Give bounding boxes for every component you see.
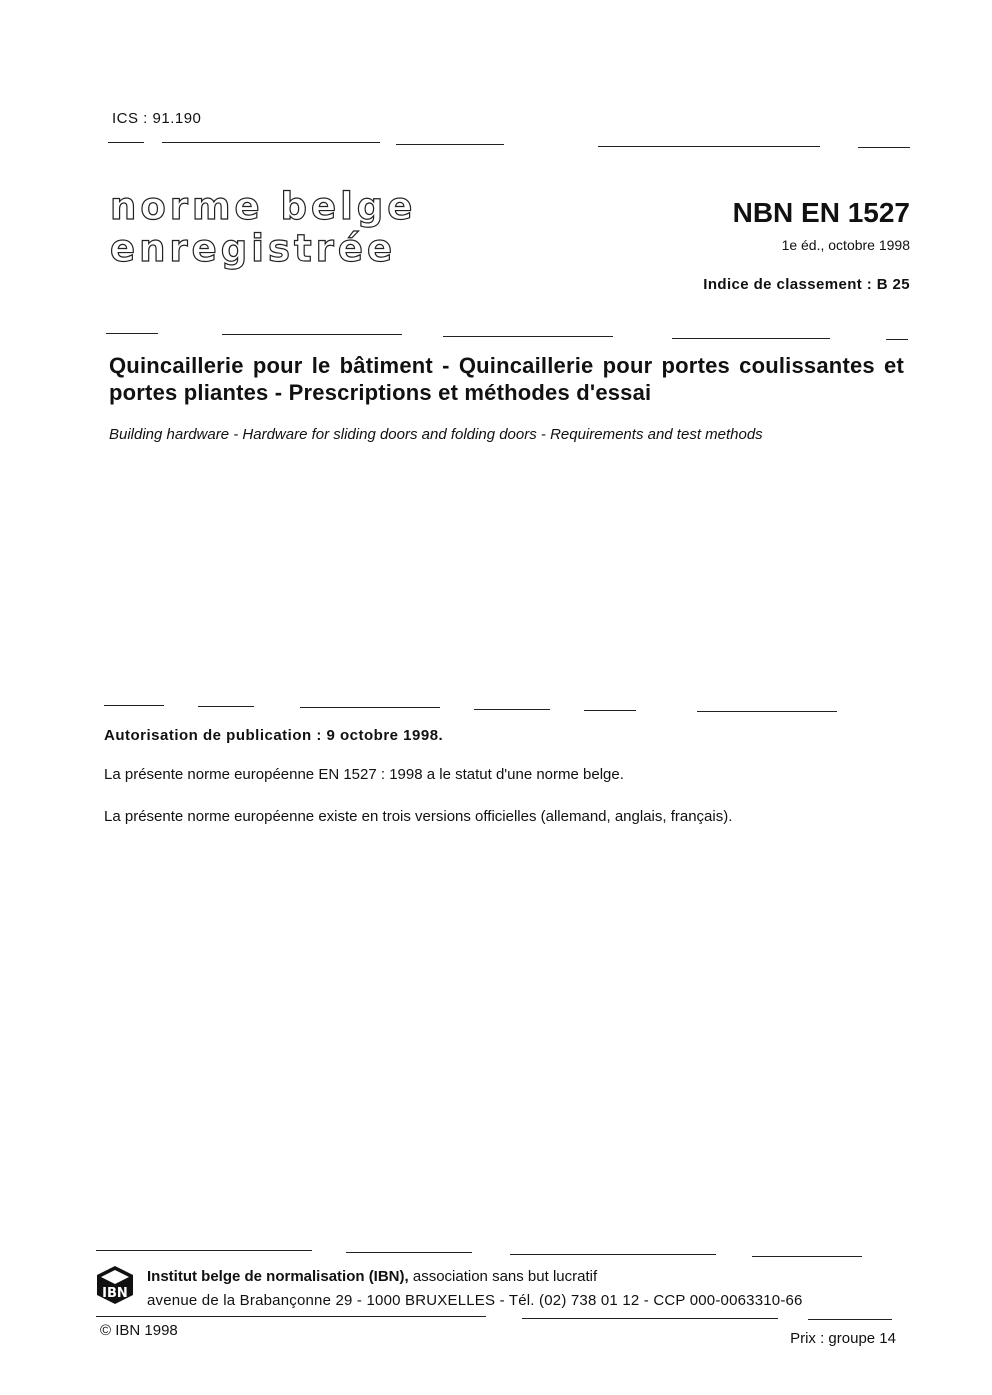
standard-number: NBN EN 1527 bbox=[732, 197, 910, 228]
divider bbox=[96, 1250, 312, 1251]
publication-authorization: Autorisation de publication : 9 octobre 1998. bbox=[104, 727, 444, 744]
divider bbox=[106, 333, 158, 334]
divider bbox=[104, 705, 164, 706]
divider bbox=[598, 146, 820, 147]
divider bbox=[96, 1316, 486, 1317]
price-group: Prix : groupe 14 bbox=[790, 1330, 896, 1347]
ibn-logo-text: IBN bbox=[102, 1286, 128, 1301]
registered-standard-line-2: enregistrée bbox=[110, 227, 397, 270]
edition-date: 1e éd., octobre 1998 bbox=[781, 237, 910, 253]
institute-description: association sans but lucratif bbox=[408, 1268, 598, 1285]
institute-line bbox=[147, 1268, 597, 1285]
registered-standard-mark bbox=[110, 186, 416, 270]
status-paragraph: La présente norme européenne EN 1527 : 1998 a le statut d'une norme belge. bbox=[104, 766, 624, 783]
divider bbox=[697, 711, 837, 712]
divider bbox=[443, 336, 613, 337]
divider bbox=[858, 147, 910, 148]
divider bbox=[886, 339, 908, 340]
registered-standard-line-1: norme belge bbox=[110, 185, 417, 228]
divider bbox=[672, 338, 830, 339]
institute-address: avenue de la Brabançonne 29 - 1000 BRUXELLES - Tél. (02) 738 01 12 - CCP 000-0063310-66 bbox=[147, 1292, 803, 1309]
ics-code: ICS : 91.190 bbox=[112, 110, 202, 127]
institute-name: Institut belge de normalisation (IBN), bbox=[147, 1268, 409, 1285]
ibn-logo-icon bbox=[94, 1264, 136, 1306]
divider bbox=[300, 707, 440, 708]
french-title: Quincaillerie pour le bâtiment - Quincaillerie pour portes coulissantes et portes pliantes - Prescriptions et méthodes d'essai bbox=[109, 353, 904, 405]
divider bbox=[222, 334, 402, 335]
divider bbox=[162, 142, 380, 143]
divider bbox=[522, 1318, 778, 1319]
classification-index: Indice de classement : B 25 bbox=[703, 276, 910, 293]
divider bbox=[584, 710, 636, 711]
divider bbox=[108, 142, 144, 143]
english-title: Building hardware - Hardware for sliding doors and folding doors - Requirements and test methods bbox=[109, 426, 763, 443]
copyright: © IBN 1998 bbox=[100, 1322, 178, 1339]
divider bbox=[808, 1319, 892, 1320]
versions-paragraph: La présente norme européenne existe en trois versions officielles (allemand, anglais, français). bbox=[104, 808, 733, 825]
ibn-logo bbox=[94, 1264, 136, 1306]
divider bbox=[346, 1252, 472, 1253]
divider bbox=[752, 1256, 862, 1257]
divider bbox=[396, 144, 504, 145]
divider bbox=[198, 706, 254, 707]
divider bbox=[474, 709, 550, 710]
divider bbox=[510, 1254, 716, 1255]
